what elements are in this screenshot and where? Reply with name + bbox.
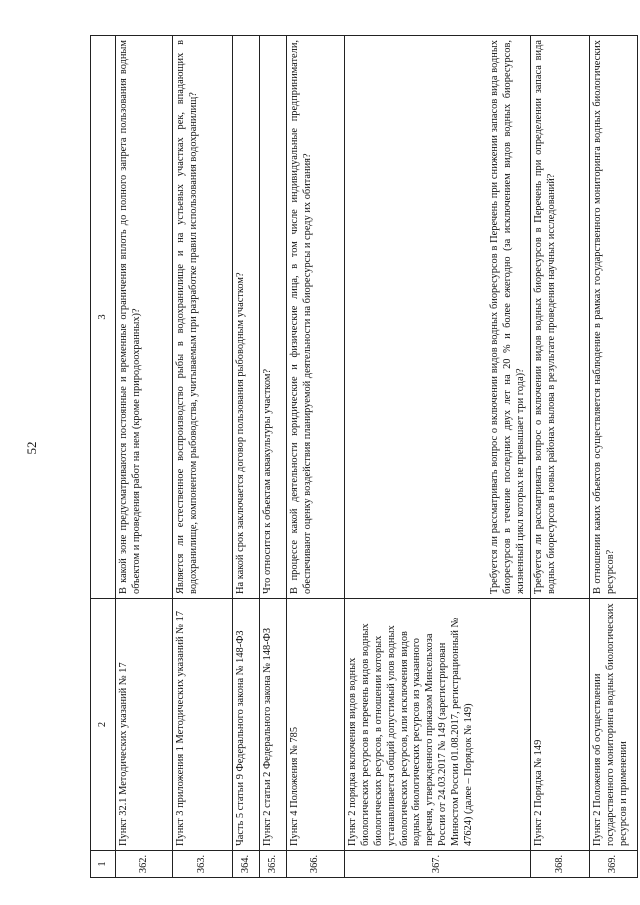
row-question: На какой срок заключается договор пользования рыбоводным участком? <box>233 36 260 599</box>
row-number: 364. <box>233 851 260 878</box>
row-number: 369. <box>590 851 638 878</box>
row-reference: Пункт 2 Положения об осуществлении государственного мониторинга водных биологических ресурсов и применении <box>590 599 638 851</box>
column-header-3: 3 <box>91 36 116 599</box>
row-reference: Пункт 32.1 Методических указаний № 17 <box>116 599 173 851</box>
row-reference: Пункт 2 Порядка № 149 <box>531 599 590 851</box>
row-question: В процессе какой деятельности юридические и физические лица, в том числе индивидуальные предприниматели, обеспечивают оценку воздействия планируемой деятельности на биоресурсы и среду их обитания? <box>287 36 345 599</box>
row-reference: Пункт 4 Положения № 785 <box>287 599 345 851</box>
column-header-1: 1 <box>91 851 116 878</box>
column-header-2: 2 <box>91 599 116 851</box>
page-number: 52 <box>24 441 39 455</box>
row-reference: Часть 5 статьи 9 Федерального закона № 148-ФЗ <box>233 599 260 851</box>
row-question: Требуется ли рассматривать вопрос о включении видов водных биоресурсов в Перечень при снижении запасов вида водных биоресурсов в течение последних двух лет на 20 % и более ежегодно (за исключением видов водных биоресурсов, жизненный цикл которых не превышает три года)? <box>489 40 526 594</box>
row-question: В какой зоне предусматриваются постоянные и временные ограничения вплоть до полного запрета пользования водным объектом и проведения работ на нем (кроме природоохранных)? <box>116 36 173 599</box>
row-question: Что относится к объектам аквакультуры участком? <box>260 36 287 599</box>
table-row <box>531 36 590 878</box>
questions-table <box>90 35 638 878</box>
row-number: 367. <box>345 851 531 878</box>
row-question-cell <box>345 36 531 599</box>
row-number: 365. <box>260 851 287 878</box>
table-header-row <box>91 36 116 878</box>
row-reference: Пункт 2 порядка включения видов водных биологических ресурсов в перечень видов водных биологических ресурсов, в отношении которых устанавливается общий допустимый улов водных биологических ресурсов, или исключения видов водных биологических ресурсов из указанного перечня, утвержденного приказом Минсельхоза России от 24.03.2017 № 149 (зарегистрирован Минюстом России 01.08.2017, регистрационный № 47624) (далее – Порядок № 149) <box>345 599 531 851</box>
table-row <box>260 36 287 878</box>
table-row <box>173 36 233 878</box>
row-question: Является ли естественное воспроизводство рыбы в водохранилище и на устьевых участках рек, впадающих в водохранилище, компонентом рыбоводства, учитываемым при разработке правил использования водохранилищ? <box>173 36 233 599</box>
row-question: В отношении каких объектов осуществляется наблюдение в рамках государственного мониторинга водных биологических ресурсов? <box>590 36 638 599</box>
row-number: 366. <box>287 851 345 878</box>
row-number: 368. <box>531 851 590 878</box>
table-row <box>287 36 345 878</box>
row-reference: Пункт 3 приложения 1 Методических указаний № 17 <box>173 599 233 851</box>
row-number: 362. <box>116 851 173 878</box>
row-question: Требуется ли рассматривать вопрос о включении видов водных биоресурсов в Перечень при определении запаса вида водных биоресурсов в новых районах вылова в результате проведения научных исследований? <box>531 36 590 599</box>
table-row <box>590 36 638 878</box>
row-number: 363. <box>173 851 233 878</box>
table-row <box>345 36 531 878</box>
table-row <box>233 36 260 878</box>
rotated-page-content <box>90 36 629 878</box>
row-reference: Пункт 2 статьи 2 Федерального закона № 148-ФЗ <box>260 599 287 851</box>
table-row <box>116 36 173 878</box>
